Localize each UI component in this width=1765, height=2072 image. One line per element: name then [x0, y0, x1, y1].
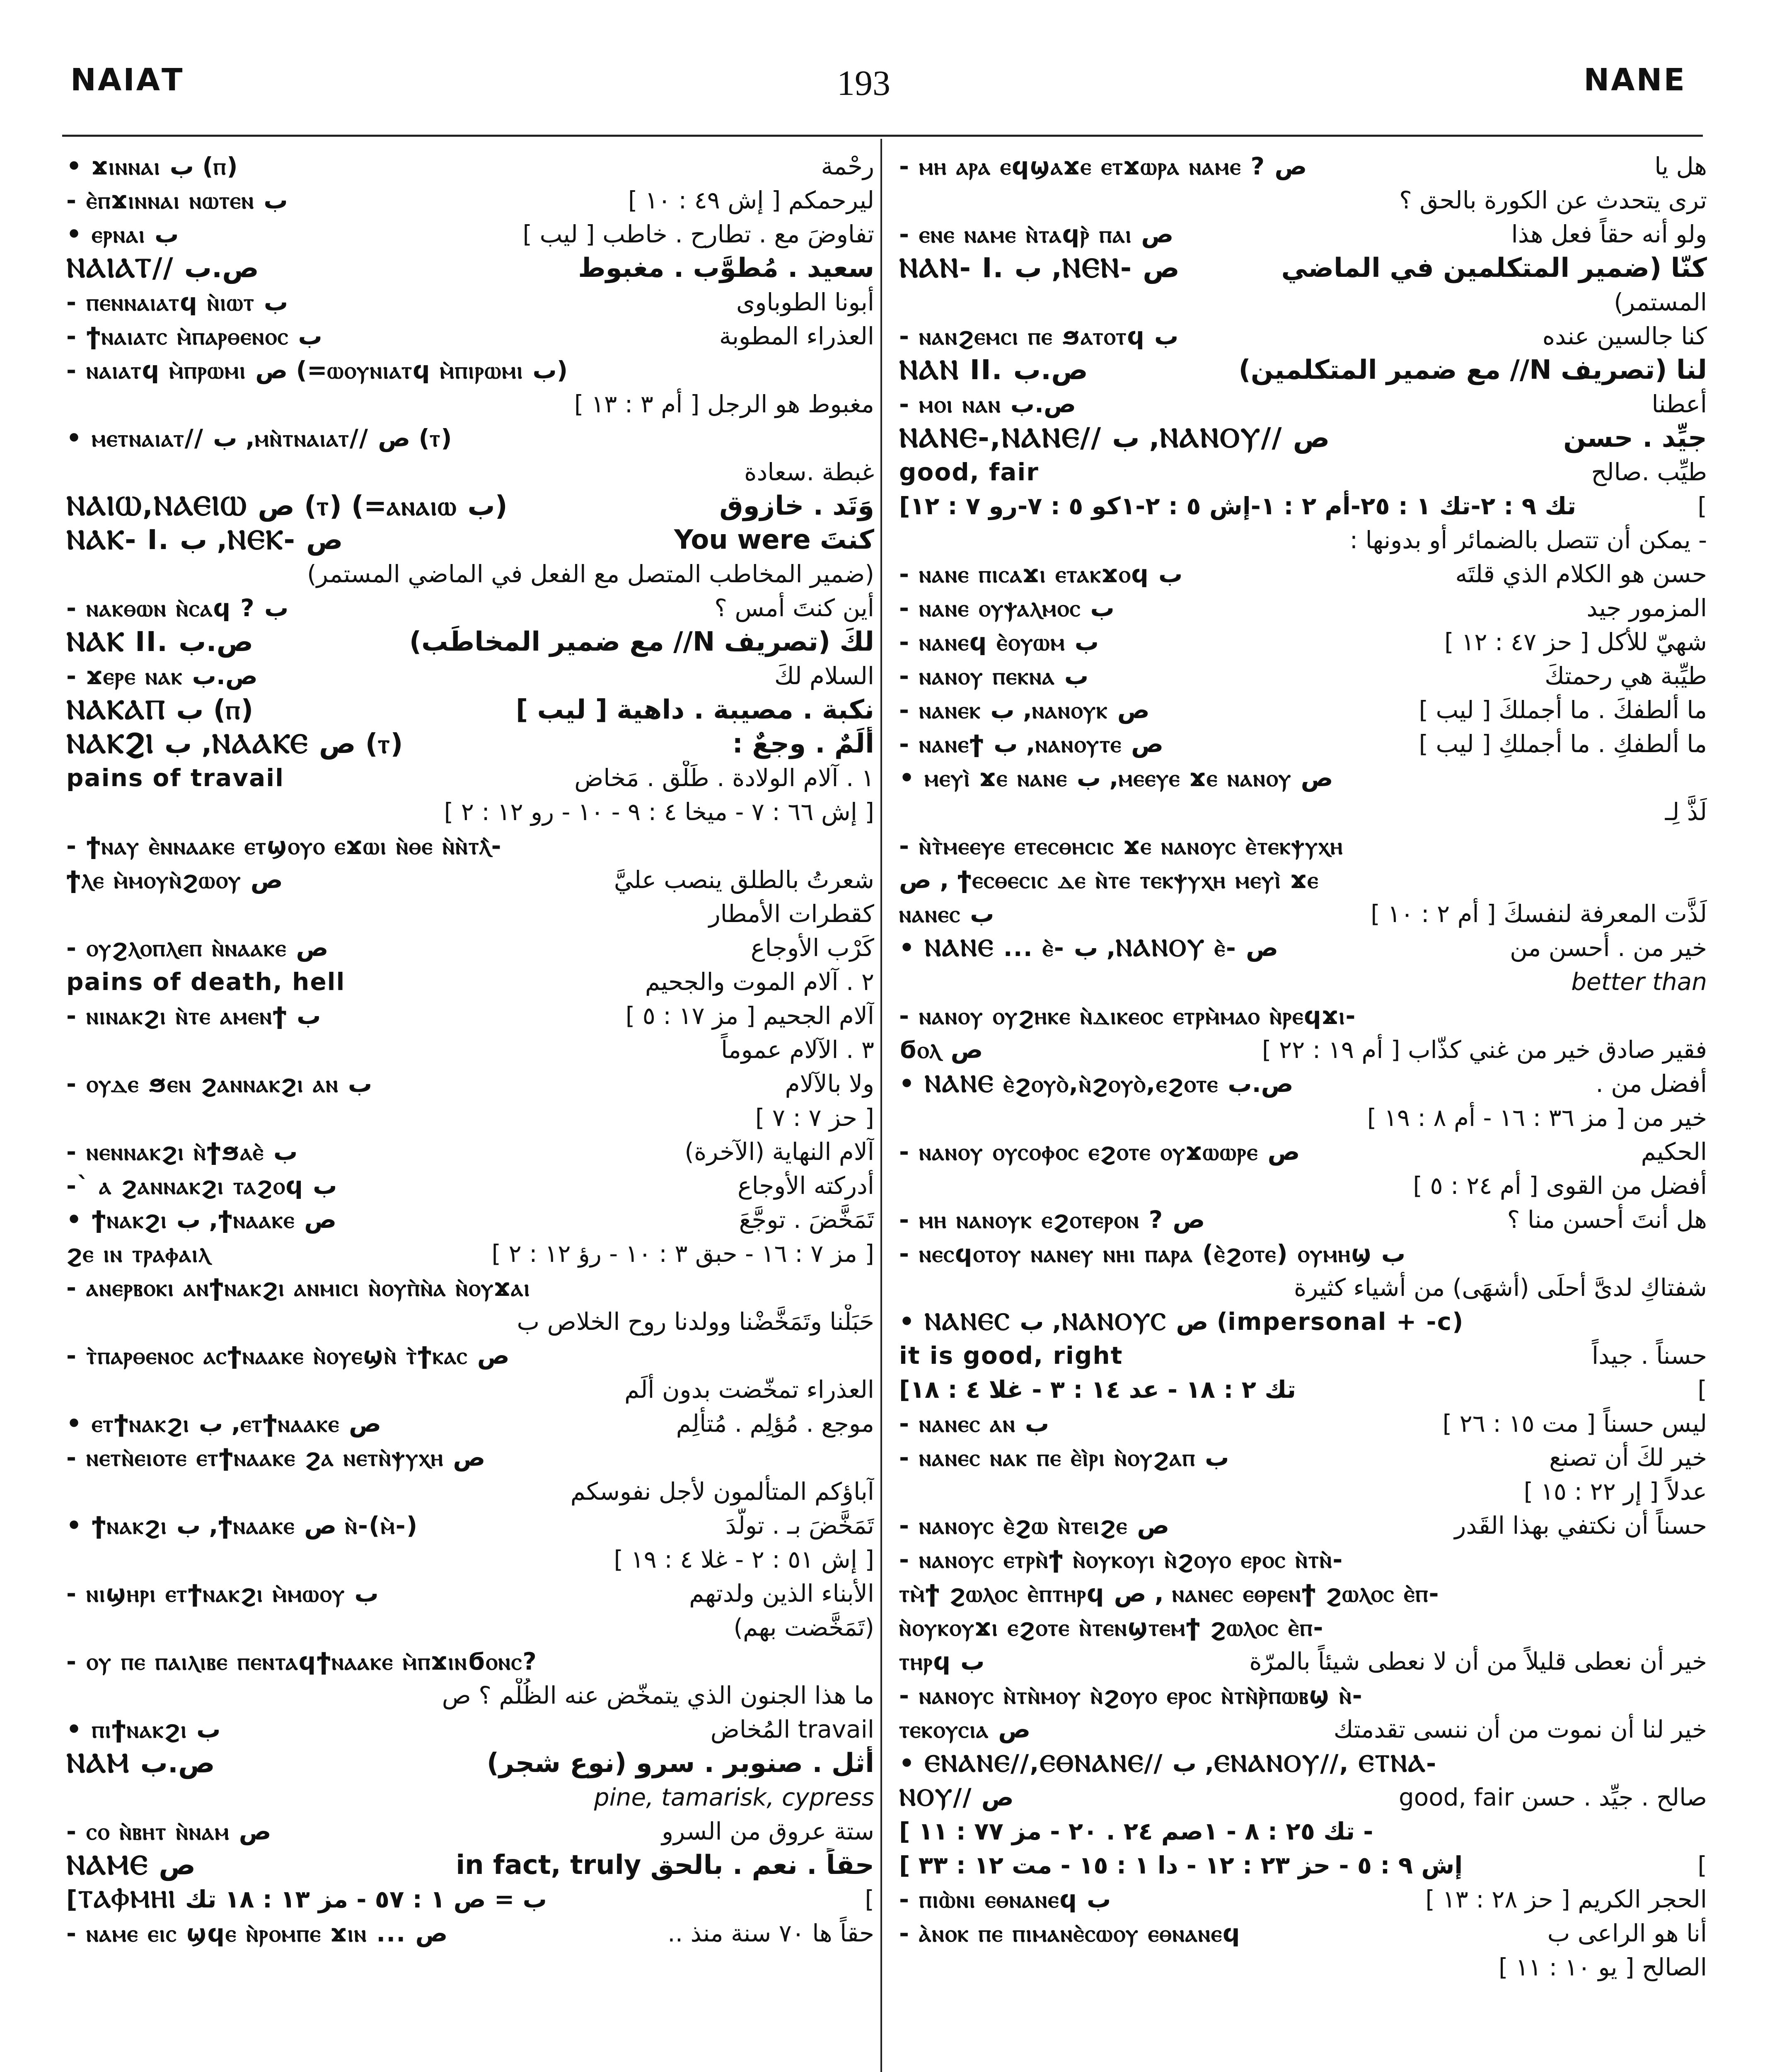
arabic-gloss: السلام لكَ: [774, 662, 874, 690]
arabic-gloss: الأبناء الذين ولدتهم: [689, 1579, 874, 1607]
dictionary-line: [66, 1644, 874, 1678]
coptic-text: - ⲥⲟ ⲛ̀ⲃⲏⲧ ⲛ̀ⲛⲁⲙ ص: [66, 1817, 271, 1845]
coptic-text: • ⲉⲣⲛⲁⲓ ب: [66, 220, 179, 248]
arabic-gloss: الحكيم: [1641, 1138, 1707, 1166]
coptic-text: ⲚⲀⲔⲀⲠ ب (ⲡ): [66, 693, 254, 726]
dictionary-line: [66, 1271, 874, 1305]
coptic-text: ϩⲉ ⲓⲛ ⲧⲣⲁⲫⲁⲓⲗ: [66, 1239, 211, 1268]
coptic-text: pains of travail: [66, 764, 284, 792]
coptic-text: ϯⲗⲉ ⲙ̀ⲙⲟⲩⲛ̀ϩⲱⲟⲩ ص: [66, 865, 283, 894]
dictionary-line: [899, 1339, 1707, 1372]
arabic-gloss: شهيّ للأكل [ حز ٤٧ : ١٢ ]: [1444, 628, 1707, 656]
arabic-gloss: هل يا: [1654, 152, 1707, 180]
arabic-gloss: شفتاكِ لدىَّ أحلَى (أشهَى) من أشياء كثيرة: [1294, 1273, 1707, 1302]
left-column: [66, 149, 874, 1950]
dictionary-line: [66, 999, 874, 1033]
dictionary-line: [66, 1746, 874, 1780]
arabic-gloss: حسناً أن نكتفي بهذا القَدر: [1454, 1511, 1707, 1539]
arabic-gloss: الحجر الكريم [ حز ٢٨ : ١٣ ]: [1425, 1885, 1707, 1913]
arabic-gloss: المستمر): [1614, 288, 1707, 316]
dictionary-line: [899, 1169, 1707, 1203]
arabic-gloss: حسناً . جيداً: [1592, 1341, 1707, 1370]
running-head-right: ΝΑΝΕ: [1584, 62, 1686, 98]
arabic-gloss: حَبَلْنا وتَمَخَّضْنا وولدنا روح الخلاص ب: [517, 1307, 874, 1336]
dictionary-line: [66, 1508, 874, 1542]
coptic-text: - ⲉⲛⲉ ⲛⲁⲙⲉ ⲛ̀ⲧⲁϥⲣ̀ ⲡⲁⲓ ص: [899, 220, 1174, 248]
dictionary-line: [66, 931, 874, 965]
dictionary-line: [899, 1135, 1707, 1169]
arabic-gloss: ]: [1697, 492, 1707, 520]
coptic-text: [تك ٢ : ١٨ - عد ١٤ : ٣ - غلا ٤ : ١٨: [899, 1375, 1296, 1404]
dictionary-line: [899, 387, 1707, 421]
arabic-gloss: حسن هو الكلام الذي قلتَه: [1455, 560, 1707, 588]
dictionary-line: [66, 1678, 874, 1712]
coptic-text: [ⲦⲀⲪⲘⲎⲒ ب = ص ١ : ٥٧ - مز ١٣ : ١٨ تك: [66, 1885, 547, 1913]
arabic-gloss: الصالح [ يو ١٠ : ١١ ]: [1498, 1953, 1707, 1981]
dictionary-line: [899, 727, 1707, 761]
dictionary-line: [899, 1440, 1707, 1474]
dictionary-line: [66, 251, 874, 285]
coptic-text: - ⲉ̀ⲡϫⲓⲛⲛⲁⲓ ⲛⲱⲧⲉⲛ ب: [66, 186, 288, 214]
arabic-gloss: ]: [1697, 1851, 1707, 1879]
coptic-text: - ⲛⲁⲛⲉ ⲡⲓⲥⲁϫⲓ ⲉⲧⲁⲕϫⲟϥ ب: [899, 559, 1183, 588]
dictionary-line: [899, 863, 1707, 897]
arabic-gloss: ما هذا الجنون الذي يتمخّض عنه الظُلْم ؟ ص: [442, 1681, 874, 1709]
header-rule: [62, 135, 1703, 137]
coptic-text: ⲧⲉⲕⲟⲩⲥⲓⲁ ص: [899, 1715, 1031, 1743]
dictionary-line: [66, 353, 874, 387]
dictionary-line: [66, 217, 874, 251]
page-number: 193: [837, 63, 890, 103]
arabic-gloss: [ حز ٧ : ٧ ]: [755, 1104, 874, 1132]
dictionary-line: [899, 1882, 1707, 1916]
dictionary-line: [66, 1305, 874, 1339]
column-divider: [880, 139, 882, 2072]
arabic-gloss: [ إش ٦٦ : ٧ - ميخا ٤ : ٩ - ١٠ - رو ١٢ : ٢ ]: [444, 798, 874, 826]
coptic-text: - ⲡⲓⲱ̀ⲛⲓ ⲉⲑⲛⲁⲛⲉϥ ب: [899, 1885, 1111, 1913]
dictionary-line: [899, 285, 1707, 319]
coptic-text: [تك ٩ : ٢-تك ١ : ٢٥-أم ٢ : ١-إش ٥ : ٢-١كو ٥ : ٧-رو ٧ : ١٢: [899, 492, 1576, 520]
arabic-gloss: ]: [865, 1885, 874, 1913]
dictionary-line: [899, 217, 1707, 251]
dictionary-line: [66, 1576, 874, 1610]
dictionary-line: [899, 1372, 1707, 1406]
dictionary-line: [899, 319, 1707, 353]
arabic-gloss: لَذَّت المعرفة لنفسكَ [ أم ٢ : ١٠ ]: [1371, 900, 1707, 928]
coptic-text: - ⲟⲩ ⲡⲉ ⲡⲁⲓⲗⲓⲃⲉ ⲡⲉⲛⲧⲁϥϯⲛⲁⲁⲕⲉ ⲙ̀ⲡϫⲓⲛϭⲟⲛⲥ?: [66, 1647, 537, 1675]
arabic-gloss: ٢ . آلام الموت والجحيم: [645, 968, 874, 996]
dictionary-line: [899, 1950, 1707, 1984]
coptic-text: • ⲚⲀⲚⲈ ... ⲉ̀- ب ,ⲚⲀⲚⲞⲨ ⲉ̀- ص: [899, 933, 1279, 962]
coptic-text: ⲚⲀⲘ ص.ب: [66, 1747, 215, 1779]
arabic-gloss: أفضل من .: [1596, 1070, 1707, 1098]
dictionary-line: [66, 1440, 874, 1474]
arabic-gloss: طيِّب .صالح: [1591, 458, 1707, 486]
coptic-text: it is good, right: [899, 1341, 1123, 1370]
dictionary-line: [66, 557, 874, 591]
coptic-text: - ⲁ̀ⲛⲟⲕ ⲡⲉ ⲡⲓⲙⲁⲛⲉ̀ⲥⲱⲟⲩ ⲉⲑⲛⲁⲛⲉϥ: [899, 1919, 1241, 1947]
dictionary-line: [66, 625, 874, 659]
dictionary-line: [899, 625, 1707, 659]
arabic-gloss: [ مز ٧ : ١٦ - حبق ٣ : ١٠ - رؤ ١٢ : ٢ ]: [491, 1239, 874, 1268]
dictionary-line: [66, 795, 874, 829]
dictionary-line: [899, 1101, 1707, 1135]
coptic-text: • ⲚⲀⲚⲈⲤ ب ,ⲚⲀⲚⲞⲨⲤ ص (impersonal + -c): [899, 1307, 1463, 1336]
arabic-gloss: لكَ (تصريف N// مع ضمير المخاطَب): [409, 627, 874, 657]
coptic-text: good, fair: [899, 458, 1039, 486]
dictionary-line: [899, 591, 1707, 625]
dictionary-line: [899, 999, 1707, 1033]
arabic-gloss: صالح . جيِّد . حسن good, fair: [1398, 1783, 1707, 1811]
dictionary-line: [66, 523, 874, 557]
coptic-text: - ⲛⲁⲛⲟⲩⲥ ⲉⲧⲣⲛ̀ϯ ⲛ̀ⲟⲩⲕⲟⲩⲓ ⲛ̀ϩⲟⲩⲟ ⲉⲣⲟⲥ ⲛ̀ⲧⲛ̀-: [899, 1545, 1344, 1573]
dictionary-line: [899, 1780, 1707, 1814]
coptic-text: - ⲛⲁⲛⲉⲥ ⲛⲁⲕ ⲡⲉ ⲉ̀ⲓ̀ⲣⲓ ⲛ̀ⲟⲩϩⲁⲡ ب: [899, 1443, 1229, 1472]
dictionary-line: [66, 1882, 874, 1916]
arabic-gloss: حقاً . نعم . بالحق in fact, truly: [456, 1850, 874, 1881]
dictionary-line: [899, 1067, 1707, 1101]
dictionary-line: [899, 1678, 1707, 1712]
coptic-text: - ⲙⲏ ⲛⲁⲛⲟⲩⲕ ⲉϩⲟⲧⲉⲣⲟⲛ ? ص: [899, 1205, 1205, 1234]
coptic-text: - ⲛⲁⲓⲁⲧϥ ⲙ̀ⲡⲣⲱⲙⲓ ص (=ⲱⲟⲩⲛⲓⲁⲧϥ ⲙ̀ⲡⲓⲣⲱⲙⲓ ب): [66, 356, 568, 384]
dictionary-line: [66, 1169, 874, 1203]
arabic-gloss: أين كنتَ أمس ؟: [714, 594, 874, 622]
dictionary-line: [899, 149, 1707, 183]
coptic-text: - ⲛⲁⲛⲉϯ ب ,ⲛⲁⲛⲟⲩⲧⲉ ص: [899, 729, 1164, 758]
dictionary-line: [66, 1916, 874, 1950]
arabic-gloss: وَتَد . خازوق: [719, 491, 874, 521]
arabic-gloss: (تَمَخَّضت بهم): [733, 1613, 874, 1641]
arabic-gloss: هل أنتَ أحسن منا ؟: [1507, 1205, 1707, 1234]
arabic-gloss: أدركته الأوجاع: [737, 1172, 874, 1200]
coptic-text: - ⲛⲁⲛⲟⲩ ⲟⲩϩⲏⲕⲉ ⲛ̀ⲇⲓⲕⲉⲟⲥ ⲉⲧⲣⲙ̀ⲙⲁⲟ ⲛ̀ⲣⲉϥϫⲓ-: [899, 1001, 1356, 1030]
coptic-text: [ تك ٢٥ : ٨ - ١صم ٢٤ . ٢٠ - مز ٧٧ : ١١ -: [899, 1817, 1373, 1845]
coptic-text: ص , ϯⲉⲥⲑⲉⲥⲓⲥ ⲇⲉ ⲛ̀ⲧⲉ ⲧⲉⲕⲯⲩⲭⲏ ⲙⲉⲩⲓ̀ ϫⲉ: [899, 865, 1319, 894]
dictionary-line: [899, 353, 1707, 387]
coptic-text: - ⲛⲁⲛⲉⲕ ب ,ⲛⲁⲛⲟⲩⲕ ص: [899, 695, 1150, 724]
dictionary-line: [66, 1033, 874, 1067]
coptic-text: • ⲙⲉⲩⲓ̀ ϫⲉ ⲛⲁⲛⲉ ب ,ⲙⲉⲉⲩⲉ ϫⲉ ⲛⲁⲛⲟⲩ ص: [899, 763, 1333, 792]
arabic-gloss: العذراء تمخّضت بدون ألَم: [624, 1375, 874, 1404]
dictionary-line: [66, 727, 874, 761]
arabic-gloss: آباؤكم المتألمون لأجل نفوسكم: [570, 1477, 874, 1506]
dictionary-line: [899, 1203, 1707, 1237]
dictionary-line: [899, 1474, 1707, 1508]
coptic-text: - ⲛⲁⲛⲟⲩ ⲡⲉⲕⲛⲁ ب: [899, 661, 1089, 690]
dictionary-line: [899, 693, 1707, 727]
coptic-text: ϭⲟⲗ ص: [899, 1035, 983, 1064]
arabic-gloss: [ إش ٥١ : ٢ - غلا ٤ : ١٩ ]: [614, 1545, 874, 1573]
dictionary-line: [899, 1916, 1707, 1950]
arabic-gloss: ]: [1697, 1375, 1707, 1404]
dictionary-line: [66, 489, 874, 523]
running-head-left: ΝΑΙΑΤ: [70, 62, 184, 98]
dictionary-line: [899, 523, 1707, 557]
dictionary-line: [66, 455, 874, 489]
coptic-text: ⲚⲀⲚ- I. ب ,ⲚⲈⲚ- ص: [899, 252, 1180, 284]
dictionary-line: [66, 1237, 874, 1271]
arabic-gloss: شعرتُ بالطلق ينصب عليَّ: [614, 866, 874, 894]
coptic-text: ⲚⲀⲚ II. ص.ب: [899, 353, 1088, 386]
coptic-text: - ⲛⲁⲙⲉ ⲉⲓⲥ ϣϥⲉ ⲛ̀ⲣⲟⲙⲡⲉ ϫⲓⲛ ... ص: [66, 1919, 448, 1947]
dictionary-line: [899, 1712, 1707, 1746]
arabic-gloss: كقطرات الأمطار: [708, 900, 874, 928]
dictionary-line: [66, 1610, 874, 1644]
coptic-text: • ⲉⲧϯⲛⲁⲕϩⲓ ب ,ⲉⲧϯⲛⲁⲁⲕⲉ ص: [66, 1409, 382, 1438]
arabic-gloss: - يمكن أن تتصل بالضمائر أو بدونها :: [1349, 526, 1707, 554]
dictionary-line: [899, 1508, 1707, 1542]
arabic-gloss: ولا بالآلام: [785, 1070, 874, 1098]
arabic-gloss: غبطة .سعادة: [744, 458, 874, 486]
dictionary-line: [66, 1474, 874, 1508]
dictionary-line: [899, 1305, 1707, 1339]
arabic-gloss: خير من . أحسن من: [1510, 934, 1707, 962]
dictionary-line: [899, 931, 1707, 965]
dictionary-line: [66, 1203, 874, 1237]
coptic-text: ⲚⲞⲨ// ص: [899, 1783, 1014, 1811]
arabic-gloss: ليرحمكم [ إش ٤٩ : ١٠ ]: [628, 186, 874, 214]
dictionary-line: [66, 897, 874, 931]
arabic-gloss: ستة عروق من السرو: [662, 1817, 874, 1845]
dictionary-line: [899, 1814, 1707, 1848]
dictionary-line: [899, 183, 1707, 217]
coptic-text: ⲚⲀⲔ II. ص.ب: [66, 625, 254, 658]
coptic-text: - ϫⲉⲣⲉ ⲛⲁⲕ ص.ب: [66, 661, 258, 690]
dictionary-line: [66, 1814, 874, 1848]
coptic-text: - ϯⲛⲁⲩ ⲉ̀ⲛⲛⲁⲁⲕⲉ ⲉⲧϣⲟⲩⲟ ⲉϫⲱⲓ ⲛ̀ⲑⲉ ⲛ̀ⲛ̀ⲧⲗ̀-: [66, 831, 502, 860]
coptic-text: - ⲛ̀ⲧ̀ⲙⲉⲉⲩⲉ ⲉⲧⲉⲥⲑⲏⲥⲓⲥ ϫⲉ ⲛⲁⲛⲟⲩⲥ ⲉ̀ⲧⲉⲕⲯⲩⲭⲏ: [899, 831, 1344, 860]
arabic-gloss: العذراء المطوبة: [719, 322, 874, 350]
dictionary-line: [66, 1780, 874, 1814]
coptic-text: ⲚⲀⲔ- I. ب ,ⲚⲈⲔ- ص: [66, 523, 343, 556]
dictionary-line: [899, 659, 1707, 693]
dictionary-line: [899, 1576, 1707, 1610]
arabic-gloss: المزمور جيد: [1586, 594, 1707, 622]
arabic-gloss: أثل . صنوبر . سرو (نوع شجر): [486, 1748, 874, 1779]
coptic-text: - ⲛⲁⲛⲉⲥ ⲁⲛ ب: [899, 1409, 1049, 1438]
dictionary-line: [899, 1406, 1707, 1440]
dictionary-line: [899, 1033, 1707, 1067]
coptic-text: - ⲛⲉⲧⲛ̀ⲉⲓⲟⲧⲉ ⲉⲧϯⲛⲁⲁⲕⲉ ϩⲁ ⲛⲉⲧⲛ̀ⲯⲩⲭⲏ ص: [66, 1443, 486, 1472]
coptic-text: - ⲛⲁⲛϩⲉⲙⲥⲓ ⲡⲉ ϧⲁⲧⲟⲧϥ ب: [899, 322, 1179, 350]
coptic-text: - ⲛⲉⲥϥⲟⲧⲟⲩ ⲛⲁⲛⲉⲩ ⲛⲏⲓ ⲡⲁⲣⲁ (ⲉ̀ϩⲟⲧⲉ) ⲟⲩⲙⲏϣ ب: [899, 1239, 1406, 1268]
coptic-text: - ⲛⲁⲕⲑⲱⲛ ⲛ̀ⲥⲁϥ ? ب: [66, 593, 289, 622]
dictionary-line: [899, 1237, 1707, 1271]
coptic-text: - ⲛⲁⲛⲉ ⲟⲩⲯⲁⲗⲙⲟⲥ ب: [899, 593, 1115, 622]
coptic-text: - ϯⲛⲁⲓⲁⲧⲥ ⲙ̀ⲡⲁⲣⲑⲉⲛⲟⲥ ب: [66, 322, 322, 350]
dictionary-line: [66, 1101, 874, 1135]
arabic-gloss: سعيد . مُطوَّب . مغبوط: [578, 253, 874, 283]
dictionary-line: [66, 285, 874, 319]
arabic-gloss: ليس حسناً [ مت ١٥ : ٢٦ ]: [1442, 1409, 1707, 1438]
arabic-gloss: أنا هو الراعى ب: [1547, 1919, 1707, 1947]
arabic-gloss: ترى يتحدث عن الكورة بالحق ؟: [1399, 186, 1707, 214]
dictionary-line: [66, 1339, 874, 1372]
dictionary-line: [66, 1542, 874, 1576]
coptic-text: - ⲙⲏ ⲁⲣⲁ ⲉϥϣⲁϫⲉ ⲉⲧϫⲱⲣⲁ ⲛⲁⲙⲉ ? ص: [899, 152, 1307, 180]
dictionary-line: [899, 795, 1707, 829]
arabic-gloss: خير من [ مز ٣٦ : ١٦ - أم ٨ : ١٩ ]: [1367, 1104, 1707, 1132]
arabic-gloss: خير أن نعطى قليلاً من أن لا نعطى شيئاً بالمرّة: [1249, 1647, 1707, 1675]
dictionary-line: [66, 693, 874, 727]
arabic-gloss: كنتَ You were: [674, 525, 874, 555]
arabic-gloss: ١ . آلام الولادة . طَلْق . مَخاض: [574, 764, 874, 792]
coptic-text: ⲚⲀⲔϨⲒ ب ,ⲚⲀⲀⲔⲈ ص (ⲧ): [66, 727, 403, 760]
dictionary-line: [66, 1848, 874, 1882]
dictionary-line: [66, 149, 874, 183]
coptic-text: ⲛⲁⲛⲉⲥ ب: [899, 899, 994, 928]
coptic-text: • ϯⲛⲁⲕϩⲓ ب ,ϯⲛⲁⲁⲕⲉ ص: [66, 1205, 337, 1234]
arabic-gloss: خير لنا أن نموت من أن ننسى تقدمتك: [1333, 1715, 1707, 1743]
arabic-gloss: تَمَخَّضَ بـ . تولَّدَ: [725, 1511, 874, 1539]
arabic-gloss: أبونا الطوباوى: [736, 288, 874, 316]
arabic-gloss: تفاوضَ مع . تطارح . خاطب [ ليب ]: [522, 220, 874, 248]
dictionary-line: [899, 1610, 1707, 1644]
arabic-gloss: فقير صادق خير من غني كذّاب [ أم ١٩ : ٢٢ ]: [1262, 1036, 1707, 1064]
arabic-gloss: كنّا (ضمير المتكلمين في الماضي: [1281, 253, 1707, 283]
dictionary-line: [66, 421, 874, 455]
dictionary-line: [899, 251, 1707, 285]
coptic-text: • ϫⲓⲛⲛⲁⲓ ب (ⲡ): [66, 152, 238, 180]
coptic-text: - ⲧ̀ⲡⲁⲣⲑⲉⲛⲟⲥ ⲁⲥϯⲛⲁⲁⲕⲉ ⲛ̀ⲟⲩⲉϣⲛ̀ ⲧ̀ϯⲕⲁⲥ ص: [66, 1341, 510, 1370]
dictionary-line: [899, 1746, 1707, 1780]
coptic-text: - ⲟⲩϩⲗⲟⲡⲗⲉⲡ ⲛ̀ⲛⲁⲁⲕⲉ ص: [66, 933, 329, 962]
coptic-text: -` ⲁ ϩⲁⲛⲛⲁⲕϩⲓ ⲧⲁϩⲟϥ ب: [66, 1171, 337, 1200]
arabic-gloss: (ضمير المخاطب المتصل مع الفعل في الماضي المستمر): [307, 560, 874, 588]
coptic-text: ⲚⲀⲒⲀⲦ// ص.ب: [66, 252, 259, 284]
dictionary-line: [66, 319, 874, 353]
coptic-text: • ⲈⲚⲀⲚⲈ//,ⲈⲐⲚⲀⲚⲈ// ب ,ⲈⲚⲀⲚⲞⲨ//, ⲈⲦⲚⲀ-: [899, 1749, 1437, 1777]
coptic-text: - ⲙⲟⲓ ⲛⲁⲛ ص.ب: [899, 390, 1076, 418]
arabic-gloss: حقاً ها ٧٠ سنة منذ ..: [667, 1919, 874, 1947]
arabic-gloss: نكبة . مصيبة . داهية [ ليب ]: [515, 695, 874, 725]
dictionary-line: [899, 557, 1707, 591]
arabic-gloss: pine, tamarisk, cypress: [594, 1783, 874, 1811]
arabic-gloss: آلام النهاية (الآخرة): [684, 1138, 874, 1166]
dictionary-line: [66, 1135, 874, 1169]
dictionary-line: [899, 489, 1707, 523]
coptic-text: ⲛ̀ⲟⲩⲕⲟⲩϫⲓ ⲉϩⲟⲧⲉ ⲛ̀ⲧⲉⲛϣⲧⲉⲙϯ ϩⲱⲗⲟⲥ ⲉ̀ⲡ-: [899, 1613, 1324, 1641]
dictionary-line: [66, 659, 874, 693]
arabic-gloss: رحْمة: [821, 152, 874, 180]
coptic-text: pains of death, hell: [66, 968, 346, 996]
arabic-gloss: أفضل من القوى [ أم ٢٤ : ٥ ]: [1413, 1172, 1707, 1200]
dictionary-line: [899, 965, 1707, 999]
arabic-gloss: ألَمٌ . وجعٌ :: [732, 729, 874, 759]
coptic-text: - ⲛⲁⲛⲟⲩⲥ ⲛ̀ⲧⲛ̀ⲙⲟⲩ ⲛ̀ϩⲟⲩⲟ ⲉⲣⲟⲥ ⲛ̀ⲧⲛ̀ⲣ̀ⲡⲱⲃϣ ⲛ̀-: [899, 1681, 1363, 1709]
coptic-text: - ⲛⲉⲛⲛⲁⲕϩⲓ ⲛ̀ϯϧⲁⲉ̀ ب: [66, 1137, 298, 1166]
arabic-gloss: عدلاً [ إر ٢٢ : ١٥ ]: [1523, 1477, 1707, 1506]
dictionary-line: [899, 1542, 1707, 1576]
coptic-text: - ⲛⲁⲛⲟⲩⲥ ⲉ̀ϩⲱ ⲛ̀ⲧⲉⲓϩⲉ ص: [899, 1511, 1170, 1539]
arabic-gloss: لَذَّ لِـ: [1665, 798, 1707, 826]
arabic-gloss: تَمَخَّضَ . توجَّعَ: [739, 1205, 874, 1234]
dictionary-line: [66, 965, 874, 999]
dictionary-line: [899, 455, 1707, 489]
arabic-gloss: better than: [1571, 968, 1707, 996]
dictionary-line: [899, 897, 1707, 931]
coptic-text: • ⲚⲀⲚⲈ ⲉ̀ϩⲟⲩⲟ̀,ⲛ̀ϩⲟⲩⲟ̀,ⲉϩⲟⲧⲉ ص.ب: [899, 1069, 1294, 1098]
coptic-text: - ⲛⲁⲛⲟⲩ ⲟⲩⲥⲟⲫⲟⲥ ⲉϩⲟⲧⲉ ⲟⲩϫⲱⲱⲣⲉ ص: [899, 1137, 1300, 1166]
dictionary-line: [899, 1271, 1707, 1305]
arabic-gloss: ٣ . الآلام عموماً: [721, 1036, 874, 1064]
arabic-gloss: كَرْب الأوجاع: [751, 934, 874, 962]
coptic-text: - ⲛⲓϣⲏⲣⲓ ⲉⲧϯⲛⲁⲕϩⲓ ⲙ̀ⲙⲱⲟⲩ ب: [66, 1579, 379, 1607]
arabic-gloss: خير لكَ أن تصنع: [1549, 1443, 1707, 1472]
coptic-text: • ⲙⲉⲧⲛⲁⲓⲁⲧ// ب ,ⲙⲛ̀ⲧⲛⲁⲓⲁⲧ// ص (ⲧ): [66, 424, 452, 452]
arabic-gloss: لنا (تصريف N// مع ضمير المتكلمين): [1238, 355, 1707, 385]
coptic-text: • ⲡⲓϯⲛⲁⲕϩⲓ ب: [66, 1715, 221, 1743]
dictionary-line: [66, 1406, 874, 1440]
coptic-text: ⲧⲏⲣϥ ب: [899, 1647, 985, 1675]
arabic-gloss: آلام الجحيم [ مز ١٧ : ٥ ]: [625, 1002, 874, 1030]
coptic-text: ⲚⲀⲘⲈ ص: [66, 1849, 196, 1881]
dictionary-line: [66, 183, 874, 217]
arabic-gloss: travail المُخاض: [710, 1715, 874, 1743]
coptic-text: - ⲛⲓⲛⲁⲕϩⲓ ⲛ̀ⲧⲉ ⲁⲙⲉⲛϯ ب: [66, 1001, 321, 1030]
coptic-text: - ⲟⲩⲇⲉ ϧⲉⲛ ϩⲁⲛⲛⲁⲕϩⲓ ⲁⲛ ب: [66, 1069, 372, 1098]
arabic-gloss: ولو أنه حقاً فعل هذا: [1511, 220, 1707, 248]
arabic-gloss: ما ألطفكَ . ما أجملكَ [ ليب ]: [1419, 696, 1707, 724]
dictionary-line: [66, 591, 874, 625]
dictionary-line: [66, 863, 874, 897]
dictionary-line: [66, 1067, 874, 1101]
coptic-text: ⲧⲙ̀ϯ ϩⲱⲗⲟⲥ ⲉ̀ⲡⲧⲏⲣϥ ص , ⲛⲁⲛⲉⲥ ⲉⲑⲣⲉⲛϯ ϩⲱⲗⲟⲥ ⲉ̀ⲡ-: [899, 1579, 1440, 1607]
arabic-gloss: جيِّد . حسن: [1563, 423, 1707, 453]
coptic-text: ⲚⲀⲚⲈ-,ⲚⲀⲚⲈ// ب ,ⲚⲀⲚⲞⲨ// ص: [899, 421, 1330, 454]
arabic-gloss: مغبوط هو الرجل [ أم ٣ : ١٣ ]: [574, 390, 874, 418]
dictionary-line: [899, 1644, 1707, 1678]
dictionary-line: [899, 829, 1707, 863]
arabic-gloss: أعطنا: [1651, 390, 1707, 418]
arabic-gloss: موجع . مُؤلِم . مُتألِم: [676, 1409, 874, 1438]
coptic-text: ⲚⲀⲒⲰ,ⲚⲀⲈⲒⲰ ص (ⲧ) (=ⲁⲛⲁⲓⲱ ب): [66, 489, 508, 522]
dictionary-line: [66, 761, 874, 795]
dictionary-line: [66, 1372, 874, 1406]
coptic-text: - ⲡⲉⲛⲛⲁⲓⲁⲧϥ ⲛ̀ⲓⲱⲧ ب: [66, 288, 288, 316]
coptic-text: • ϯⲛⲁⲕϩⲓ ب ,ϯⲛⲁⲁⲕⲉ ص ⲛ̀-(ⲙ̀-): [66, 1511, 418, 1539]
coptic-text: [ إش ٩ : ٥ - حز ٢٣ : ١٢ - دا ١ : ١٥ - مت ١٢ : ٣٣: [899, 1851, 1463, 1879]
dictionary-line: [899, 421, 1707, 455]
dictionary-line: [899, 761, 1707, 795]
arabic-gloss: طيِّبة هي رحمتكَ: [1545, 662, 1707, 690]
coptic-text: - ⲛⲁⲛⲉϥ ⲉ̀ⲟⲩⲱⲙ ب: [899, 627, 1099, 656]
dictionary-line: [899, 1848, 1707, 1882]
right-column: [899, 149, 1707, 1984]
arabic-gloss: كنا جالسين عنده: [1542, 322, 1707, 350]
dictionary-line: [66, 387, 874, 421]
coptic-text: - ⲁⲛⲉⲣⲃⲟⲕⲓ ⲁⲛϯⲛⲁⲕϩⲓ ⲁⲛⲙⲓⲥⲓ ⲛ̀ⲟⲩⲡ̀ⲛ̀ⲁ ⲛ̀ⲟⲩϫⲁⲓ: [66, 1273, 531, 1302]
arabic-gloss: ما ألطفكِ . ما أجملكِ [ ليب ]: [1419, 730, 1707, 758]
dictionary-line: [66, 829, 874, 863]
dictionary-line: [66, 1712, 874, 1746]
